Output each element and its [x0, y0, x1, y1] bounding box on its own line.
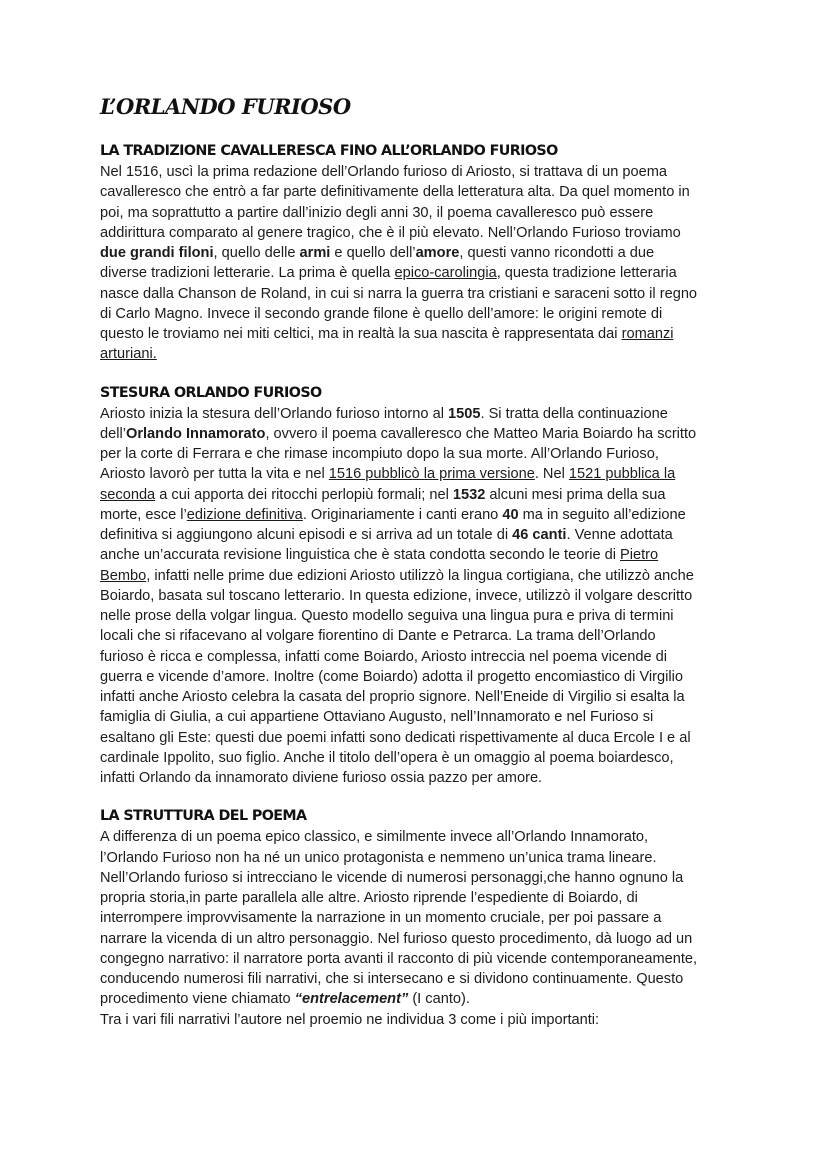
bold-text: 1532 — [452, 486, 486, 503]
paragraph-line — [100, 827, 740, 847]
paragraph-line — [100, 848, 740, 868]
text-run: infatti Orlando da innamorato diviene furioso ossia pazzo per amore. — [100, 770, 543, 786]
text-run: , questa tradizione letteraria — [496, 265, 677, 282]
paragraph-line — [100, 1010, 740, 1030]
underlined-text: Pietro — [620, 547, 659, 564]
text-run: nasce dalla Chanson de Roland, in cui si narra la guerra tra cristiani e saraceni sotto il regno — [100, 285, 698, 302]
section-heading: LA TRADIZIONE CAVALLERESCA FINO ALL’ORLANDO FURIOSO — [100, 143, 558, 159]
underlined-text: epico-carolingia — [394, 265, 497, 282]
text-run: , ovvero il poema cavalleresco che Matteo Maria Boiardo ha scritto — [265, 425, 697, 442]
paragraph-line — [100, 606, 740, 626]
paragraph-line — [100, 284, 740, 304]
text-run: Nel 1516, uscì la prima redazione dell’Orlando furioso di Ariosto, si trattava di un poema — [100, 164, 668, 180]
paragraph-line — [100, 505, 740, 525]
paragraph-line — [100, 969, 740, 989]
text-run: . Venne adottata — [566, 527, 673, 543]
underlined-text: seconda — [100, 486, 156, 503]
document-page — [100, 92, 740, 1048]
bold-text: 40 — [502, 506, 519, 523]
text-run: per la corte di Ferrara e che rimase incompiuto dopo la sua morte. All’Orlando Furioso, — [100, 446, 659, 462]
paragraph-line — [100, 304, 740, 324]
text-run: famiglia di Giulia, a cui appartiene Ottaviano Augusto, nell’Innamorato e nel Furioso si — [100, 709, 654, 726]
underlined-text: romanzi — [621, 326, 674, 342]
text-run: diverse tradizioni letterarie. La prima è quella — [100, 265, 395, 282]
bold-text: due grandi filoni — [100, 245, 214, 261]
text-run: . Nel — [534, 466, 569, 483]
paragraph-line — [100, 344, 740, 364]
text-run: morte, esce l’ — [100, 506, 187, 523]
text-run: guerra e vicende d’amore. Inoltre (come Boiardo) adotta il progetto encomiastico di Virgilio — [100, 668, 683, 685]
paragraph-line — [100, 929, 740, 949]
paragraph-line — [100, 444, 740, 464]
text-run: nelle prose della volgar lingua. Questo modello seguiva una lingua pura e priva di termini — [100, 608, 674, 624]
underlined-text: arturiani. — [100, 346, 157, 363]
text-run: poi, ma soprattutto a partire dall’inizio degli anni 30, il poema cavalleresco può essere — [100, 204, 654, 221]
document-body — [100, 141, 740, 1030]
paragraph-line — [100, 162, 740, 182]
section — [100, 141, 740, 365]
text-run: procedimento viene chiamato — [100, 991, 295, 1008]
section — [100, 383, 740, 789]
section-heading: LA STRUTTURA DEL POEMA — [100, 808, 307, 825]
bold-text: “entrelacement” — [294, 991, 409, 1008]
paragraph-line — [100, 525, 740, 545]
section — [100, 806, 740, 1030]
text-run: congegno narrativo: il narratore porta avanti il racconto di più vicende contemporaneamente, — [100, 950, 698, 967]
document-title: L’ORLANDO FURIOSO — [100, 94, 351, 119]
paragraph-line — [100, 908, 740, 928]
paragraph-line — [100, 545, 740, 565]
text-run: , infatti nelle prime due edizioni Ariosto utilizzò la lingua cortigiana, che utilizzò anche — [146, 567, 694, 584]
bold-text: 1505 — [448, 405, 481, 422]
text-run: Ariosto inizia la stesura dell’Orlando furioso intorno al — [100, 405, 448, 422]
bold-text: Orlando Innamorato — [125, 425, 266, 442]
text-run: Tra i vari fili narrativi l’autore nel proemio ne individua 3 come i più importanti: — [100, 1011, 600, 1028]
text-run: l’Orlando Furioso non ha né un unico protagonista e nemmeno un’unica trama lineare. — [100, 849, 657, 866]
text-run: questo le troviamo nei miti celtici, ma in realtà la sua nascita è rappresentata dai — [100, 326, 622, 342]
text-run: Boiardo, basata sul toscano letterario. In questa edizione, invece, utilizzò il volgare descritto — [100, 587, 693, 604]
paragraph-line — [100, 485, 740, 505]
text-run: . Originariamente i canti erano — [302, 506, 503, 523]
paragraph-line — [100, 687, 740, 707]
paragraph-line — [100, 647, 740, 667]
text-run: definitiva si aggiungono alcuni episodi e si arriva ad un totale di — [100, 527, 513, 543]
text-run: , questi vanno ricondotti a due — [459, 245, 655, 261]
paragraph-line — [100, 263, 740, 283]
text-run: locali che si rifacevano al volgare fiorentino di Dante e Petrarca. La trama dell’Orlando — [100, 628, 656, 645]
paragraph-line — [100, 748, 740, 768]
text-run: furioso è ricca e complessa, infatti come Boiardo, Ariosto intreccia nel poema vicende di — [100, 648, 668, 665]
text-run: narrare la vicenda di un altro personaggio. Nel furioso questo procedimento, dà luogo ad un — [100, 930, 693, 947]
paragraph-line — [100, 203, 740, 223]
text-run: infatti anche Ariosto celebra la casata del proprio signore. Nell’Eneide di Virgilio si esalta la — [100, 689, 685, 705]
text-run: Nell’Orlando furioso si intrecciano le vicende di numerosi personaggi,che hanno ognuno la — [100, 869, 684, 886]
paragraph-line — [100, 424, 740, 444]
paragraph-line — [100, 566, 740, 586]
text-run: (I canto). — [408, 991, 470, 1008]
paragraph-line — [100, 404, 740, 424]
paragraph-line — [100, 949, 740, 969]
paragraph-line — [100, 667, 740, 687]
text-run: propria storia,in parte parallela alle altre. Ariosto riprende l’espediente di Boiardo, di — [100, 890, 638, 906]
text-run: Ariosto lavorò per tutta la vita e nel — [100, 466, 329, 483]
bold-text: 46 canti — [512, 527, 567, 543]
paragraph-line — [100, 626, 740, 646]
text-run: conducendo numerosi fili narrativi, che si intersecano e si dividono continuamente. Questo — [100, 971, 684, 987]
bold-text: armi — [299, 245, 331, 261]
text-run: a cui apporta dei ritocchi perlopiù formali; nel — [155, 486, 453, 503]
underlined-text: edizione definitiva — [186, 506, 303, 523]
paragraph-line — [100, 324, 740, 344]
paragraph-line — [100, 182, 740, 202]
text-run: anche un’accurata revisione linguistica che è stata condotta secondo le teorie di — [100, 547, 621, 564]
paragraph-line — [100, 243, 740, 263]
paragraph-line — [100, 768, 740, 788]
paragraph-line — [100, 888, 740, 908]
section-heading: STESURA ORLANDO FURIOSO — [100, 384, 322, 401]
paragraph-line — [100, 707, 740, 727]
paragraph-line — [100, 586, 740, 606]
underlined-text: 1521 pubblica la — [568, 466, 676, 483]
text-run: interrompere improvvisamente la narrazione in un momento cruciale, per poi passare a — [100, 910, 662, 927]
underlined-text: Bembo — [100, 567, 147, 584]
text-run: ma in seguito all’edizione — [518, 506, 686, 523]
text-run: . Si tratta della continuazione — [480, 405, 668, 422]
paragraph-line — [100, 868, 740, 888]
text-run: A differenza di un poema epico classico, e similmente invece all’Orlando Innamorato, — [100, 829, 649, 846]
bold-text: amore — [415, 245, 460, 261]
text-run: , quello delle — [213, 245, 300, 261]
paragraph-line — [100, 728, 740, 748]
text-run: alcuni mesi prima della sua — [485, 486, 666, 503]
paragraph-line — [100, 223, 740, 243]
paragraph-line — [100, 989, 740, 1009]
paragraph-line — [100, 464, 740, 484]
text-run: dell’ — [100, 425, 126, 442]
text-run: di Carlo Magno. Invece il secondo grande filone è quello dell’amore: le origini remote di — [100, 305, 663, 322]
text-run: addirittura comparato al genere tragico, che è il più elevato. Nell’Orlando Furioso troviamo — [100, 224, 681, 241]
text-run: esaltano gli Este: questi due poemi infatti sono dedicati rispettivamente al duca Ercole I e al — [100, 729, 691, 746]
text-run: cardinale Ippolito, suo figlio. Anche il titolo dell’opera è un omaggio al poema boiardesco, — [100, 749, 674, 766]
text-run: cavalleresco che entrò a far parte definitivamente della letteratura alta. Da quel momento in — [100, 184, 690, 201]
underlined-text: 1516 pubblicò la prima versione — [328, 466, 535, 483]
text-run: e quello dell’ — [330, 245, 416, 261]
